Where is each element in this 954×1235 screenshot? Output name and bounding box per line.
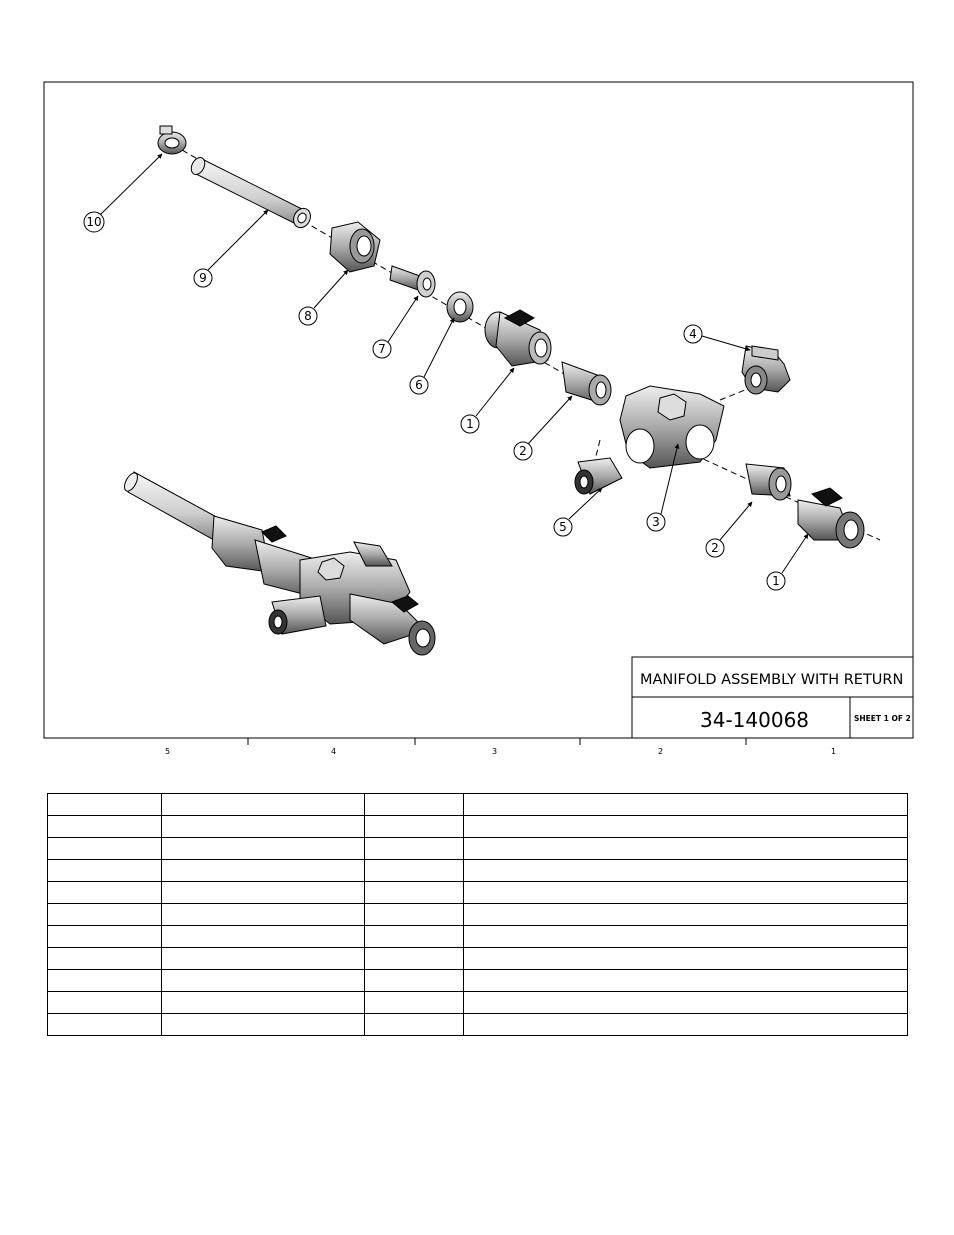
parts-list-table (47, 793, 908, 1036)
part-nut (330, 222, 380, 272)
zone-label-1: 1 (831, 747, 837, 756)
table-cell (464, 794, 908, 816)
table-cell (162, 970, 365, 992)
table-row (48, 882, 908, 904)
table-cell (162, 948, 365, 970)
part-nipple-lower (575, 458, 622, 494)
part-ball-valve-lower (798, 488, 864, 548)
table-cell (365, 904, 464, 926)
table-cell (48, 904, 162, 926)
sheet-number: SHEET 1 OF 2 (854, 714, 911, 723)
table-row (48, 816, 908, 838)
balloon-2-lower: 2 (711, 541, 719, 555)
balloon-3: 3 (652, 515, 660, 529)
table-cell (464, 1014, 908, 1036)
table-cell (162, 860, 365, 882)
balloon-10: 10 (86, 215, 102, 229)
zone-label-3: 3 (492, 747, 498, 756)
part-nipple-lower-right (746, 464, 791, 500)
zone-label-4: 4 (331, 747, 337, 756)
part-barb-fitting (390, 266, 435, 297)
table-cell (48, 860, 162, 882)
zone-label-2: 2 (658, 747, 664, 756)
table-cell (365, 992, 464, 1014)
table-row (48, 860, 908, 882)
drawing-title: MANIFOLD ASSEMBLY WITH RETURN (640, 672, 904, 688)
table-cell (162, 838, 365, 860)
balloon-1-lower: 1 (772, 574, 780, 588)
table-cell (48, 992, 162, 1014)
part-hose-clamp (158, 126, 186, 154)
zone-label-5: 5 (165, 747, 171, 756)
table-cell (48, 1014, 162, 1036)
title-block (632, 657, 913, 738)
table-cell (464, 926, 908, 948)
part-elbow-barb (742, 346, 790, 394)
table-cell (464, 882, 908, 904)
table-cell (162, 882, 365, 904)
table-cell (464, 948, 908, 970)
table-cell (365, 860, 464, 882)
table-row (48, 970, 908, 992)
table-cell (162, 926, 365, 948)
table-cell (464, 816, 908, 838)
table-cell (365, 1014, 464, 1036)
balloon-8: 8 (304, 309, 312, 323)
table-cell (162, 992, 365, 1014)
table-cell (162, 904, 365, 926)
balloon-5: 5 (559, 520, 567, 534)
table-row (48, 1014, 908, 1036)
table-cell (365, 926, 464, 948)
balloon-9: 9 (199, 271, 207, 285)
table-cell (365, 882, 464, 904)
zone-markers (165, 738, 836, 756)
assembled-view (122, 471, 435, 655)
table-cell (365, 970, 464, 992)
table-cell (365, 948, 464, 970)
table-cell (464, 904, 908, 926)
table-cell (48, 882, 162, 904)
table-row (48, 904, 908, 926)
table-cell (464, 970, 908, 992)
table-cell (48, 970, 162, 992)
table-row (48, 926, 908, 948)
table-cell (48, 794, 162, 816)
table-cell (464, 838, 908, 860)
balloon-1-upper: 1 (466, 417, 474, 431)
balloon-7: 7 (378, 342, 386, 356)
table-cell (365, 794, 464, 816)
table-cell (162, 816, 365, 838)
balloon-4: 4 (689, 327, 697, 341)
table-cell (162, 794, 365, 816)
table-cell (48, 948, 162, 970)
table-cell (365, 838, 464, 860)
part-washer (447, 292, 473, 322)
balloon-2-upper: 2 (519, 444, 527, 458)
drawing-number: 34-140068 (700, 708, 810, 732)
table-row (48, 838, 908, 860)
table-cell (162, 1014, 365, 1036)
table-row (48, 948, 908, 970)
table-cell (464, 860, 908, 882)
part-tube (189, 155, 314, 230)
table-cell (48, 926, 162, 948)
part-manifold-body (620, 386, 724, 468)
table-cell (365, 816, 464, 838)
table-cell (48, 816, 162, 838)
table-cell (48, 838, 162, 860)
table-row (48, 794, 908, 816)
balloon-6: 6 (415, 378, 423, 392)
part-ball-valve-upper (485, 310, 551, 366)
table-row (48, 992, 908, 1014)
drawing-border (44, 82, 913, 738)
table-cell (464, 992, 908, 1014)
